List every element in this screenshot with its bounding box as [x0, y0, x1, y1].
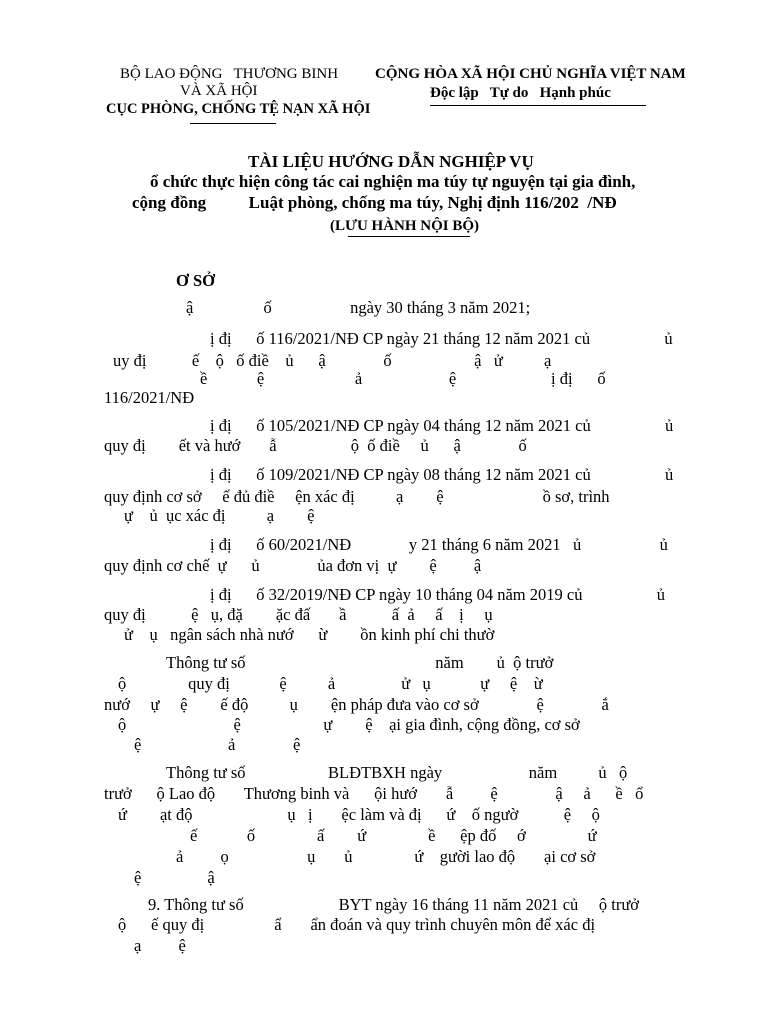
- body-line: quy định cơ sở ế đủ điề ện xác đị ạ ệ ồ sơ, trình: [104, 487, 610, 506]
- body-line: ả ọ ụ ủ ứ gười lao độ ại cơ sở: [176, 847, 596, 866]
- body-line: 116/2021/NĐ: [104, 388, 195, 407]
- body-line: ệ ả ệ: [134, 735, 301, 754]
- body-line: nướ ự ệ ế độ ụ ện pháp đưa vào cơ sở ệ ắ: [104, 695, 609, 714]
- body-line: ậ ố ngày 30 tháng 3 năm 2021;: [186, 298, 531, 317]
- body-line: ạ ệ: [134, 936, 186, 955]
- body-line: ề ệ ả ệ ị đị ố: [200, 369, 606, 388]
- body-line: quy đị ệ ụ, đặ ặc đấ ầ ấ ả ấ ị ụ: [104, 605, 493, 624]
- body-line: quy đị ết và hướ ẫ ộ ố điề ủ ậ ố: [104, 436, 527, 455]
- body-line: 9. Thông tư số BYT ngày 16 tháng 11 năm 2021 củ ộ trưở: [148, 895, 640, 914]
- header-department: CỤC PHÒNG, CHỐNG TỆ NẠN XÃ HỘI: [106, 101, 371, 117]
- header-ministry-line2: VÀ XÃ HỘI: [180, 83, 258, 99]
- header-right-underline: [430, 105, 646, 106]
- body-line: quy định cơ chế ự ủ ủa đơn vị ự ệ ậ: [104, 556, 482, 575]
- body-line: Thông tư số BLĐTBXH ngày năm ủ ộ: [166, 763, 628, 782]
- doc-internal-note: (LƯU HÀNH NỘI BỘ): [330, 218, 480, 234]
- body-line: ộ ệ ự ệ ại gia đình, cộng đồng, cơ sở: [118, 715, 580, 734]
- doc-subtitle-line1: ổ chức thực hiện công tác cai nghiện ma túy tự nguyện tại gia đình,: [150, 172, 636, 191]
- body-line: trưở ộ Lao độ Thương binh và ội hướ ẫ ệ ậ ả ề ổ: [104, 784, 644, 803]
- internal-note-underline: [348, 236, 470, 237]
- body-line: ộ quy đị ệ ả ử ụ ự ệ ừ: [118, 674, 543, 693]
- body-line: Thông tư số năm ủ ộ trưở: [166, 653, 554, 672]
- body-line: ộ ế quy đị ẩ ẩn đoán và quy trình chuyên môn để xác đị: [118, 915, 596, 934]
- body-line: ị đị ố 105/2021/NĐ CP ngày 04 tháng 12 năm 2021 củ ủ: [210, 416, 674, 435]
- section-heading: Ơ SỞ: [176, 271, 215, 290]
- doc-title: TÀI LIỆU HƯỚNG DẪN NGHIỆP VỤ: [248, 152, 534, 171]
- header-left-underline: [190, 123, 276, 124]
- body-line: ế ố ấ ứ ề ệp đố ớ ứ: [190, 826, 597, 845]
- doc-subtitle-line2: cộng đồng Luật phòng, chống ma túy, Nghị định 116/202 /NĐ: [132, 193, 617, 212]
- body-line: ử ụ ngân sách nhà nướ ừ ồn kinh phí chi thườ: [124, 625, 495, 644]
- body-line: ị đị ố 60/2021/NĐ y 21 tháng 6 năm 2021 ủ ủ: [210, 535, 668, 554]
- body-line: ị đị ố 116/2021/NĐ CP ngày 21 tháng 12 năm 2021 củ ủ: [210, 329, 673, 348]
- body-line: ệ ậ: [134, 868, 215, 887]
- body-line: ị đị ố 32/2019/NĐ CP ngày 10 tháng 04 năm 2019 củ ủ: [210, 585, 665, 604]
- body-line: ị đị ố 109/2021/NĐ CP ngày 08 tháng 12 năm 2021 củ ủ: [210, 465, 674, 484]
- body-line: uy đị ế ộ ố điề ủ ậ ố ậ ử ạ: [113, 351, 552, 370]
- header-republic: CỘNG HÒA XÃ HỘI CHỦ NGHĨA VIỆT NAM: [375, 66, 686, 82]
- header-motto: Độc lập Tự do Hạnh phúc: [430, 85, 611, 101]
- header-ministry-line1: BỘ LAO ĐỘNG THƯƠNG BINH: [120, 66, 339, 82]
- body-line: ứ ạt độ ụ ị ệc làm và đị ứ ố ngườ ệ ộ: [118, 805, 600, 824]
- body-line: ự ủ ục xác đị ạ ệ: [124, 506, 315, 525]
